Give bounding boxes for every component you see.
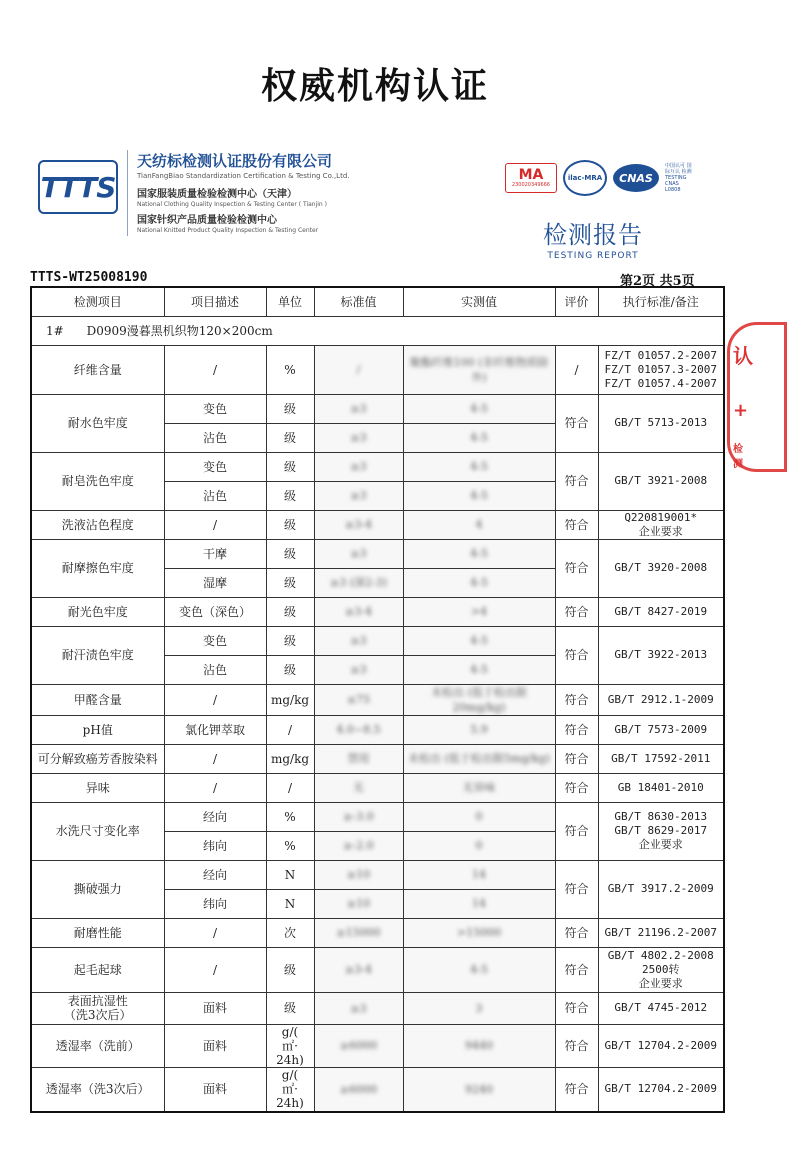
standard-value: ≥6000 bbox=[339, 1082, 378, 1096]
measured-cell bbox=[403, 860, 555, 889]
desc-cell: 面料 bbox=[164, 1067, 266, 1112]
std-val-cell bbox=[314, 539, 403, 568]
std-val-cell bbox=[314, 597, 403, 626]
standard-cell: GB/T 2912.1-2009 bbox=[598, 684, 724, 715]
standard-cell: GB/T 21196.2-2007 bbox=[598, 918, 724, 947]
measured-cell bbox=[403, 992, 555, 1024]
standard-value: ≥3-4 bbox=[345, 518, 372, 531]
cma-mark-icon: MA 230020349666 bbox=[505, 163, 557, 193]
desc-cell: 湿摩 bbox=[164, 568, 266, 597]
std-val-cell bbox=[314, 889, 403, 918]
stamp-char-3: 检测 bbox=[733, 444, 743, 470]
stamp-char-1: 认 bbox=[733, 344, 753, 368]
table-row bbox=[31, 744, 724, 773]
measured-cell bbox=[403, 394, 555, 423]
desc-cell: 面料 bbox=[164, 1024, 266, 1067]
desc-cell: 变色 bbox=[164, 394, 266, 423]
standard-value: 4.0~8.5 bbox=[336, 723, 381, 736]
table-row bbox=[31, 860, 724, 889]
standard-cell: GB/T 7573-2009 bbox=[598, 715, 724, 744]
std-val-cell bbox=[314, 715, 403, 744]
measured-cell bbox=[403, 947, 555, 992]
item-cell: 可分解致癌芳香胺染料 bbox=[31, 744, 164, 773]
measured-cell bbox=[403, 889, 555, 918]
measured-value: 4 bbox=[475, 518, 483, 531]
unit-cell: 级 bbox=[266, 481, 314, 510]
logo-text: TTTS bbox=[40, 170, 116, 204]
eval-cell: 符合 bbox=[555, 626, 598, 684]
standard-value: ≥3-4 bbox=[345, 963, 372, 976]
std-val-cell bbox=[314, 452, 403, 481]
eval-cell: 符合 bbox=[555, 918, 598, 947]
sample-description: D0909漫暮黑机织物120×200cm bbox=[86, 323, 273, 338]
std-val-cell bbox=[314, 1024, 403, 1067]
measured-value: 0 bbox=[475, 839, 483, 852]
org-name-cn: 天纺标检测认证股份有限公司 bbox=[137, 152, 333, 170]
unit-cell: 级 bbox=[266, 510, 314, 539]
measured-cell bbox=[403, 655, 555, 684]
eval-cell: 符合 bbox=[555, 394, 598, 452]
eval-cell: 符合 bbox=[555, 992, 598, 1024]
sample-row bbox=[31, 316, 724, 345]
standard-cell: GB/T 17592-2011 bbox=[598, 744, 724, 773]
table-row bbox=[31, 715, 724, 744]
unit-cell: 级 bbox=[266, 992, 314, 1024]
standard-value: ≥3 bbox=[350, 431, 367, 444]
desc-cell: 经向 bbox=[164, 860, 266, 889]
measured-cell bbox=[403, 481, 555, 510]
item-cell: 洗液沾色程度 bbox=[31, 510, 164, 539]
item-cell: 耐汗渍色牢度 bbox=[31, 626, 164, 684]
table-row bbox=[31, 539, 724, 568]
std-val-cell bbox=[314, 626, 403, 655]
test-results-table bbox=[30, 286, 725, 1113]
std-val-cell bbox=[314, 423, 403, 452]
unit-cell: % bbox=[266, 345, 314, 394]
unit-cell: g/( ㎡· 24h) bbox=[266, 1024, 314, 1067]
eval-cell: 符合 bbox=[555, 684, 598, 715]
std-val-cell bbox=[314, 684, 403, 715]
desc-cell: 沾色 bbox=[164, 423, 266, 452]
standard-cell: Q220819001* 企业要求 bbox=[598, 510, 724, 539]
table-row bbox=[31, 992, 724, 1024]
measured-value: 9240 bbox=[465, 1082, 493, 1096]
measured-value: 无异味 bbox=[462, 781, 496, 794]
unit-cell: 级 bbox=[266, 947, 314, 992]
header-cell: 检测项目 bbox=[31, 287, 164, 316]
desc-cell: 氯化钾萃取 bbox=[164, 715, 266, 744]
measured-value: 4-5 bbox=[470, 663, 488, 676]
desc-cell: / bbox=[164, 947, 266, 992]
measured-cell bbox=[403, 715, 555, 744]
table-row bbox=[31, 918, 724, 947]
std-val-cell bbox=[314, 802, 403, 831]
item-cell: 水洗尺寸变化率 bbox=[31, 802, 164, 860]
std-val-cell bbox=[314, 394, 403, 423]
measured-value: >15000 bbox=[456, 926, 502, 939]
ilac-mra-icon bbox=[563, 160, 607, 196]
eval-cell: 符合 bbox=[555, 744, 598, 773]
item-cell: pH值 bbox=[31, 715, 164, 744]
measured-cell bbox=[403, 1067, 555, 1112]
header-cell: 单位 bbox=[266, 287, 314, 316]
standard-cell: GB/T 3922-2013 bbox=[598, 626, 724, 684]
eval-cell: 符合 bbox=[555, 452, 598, 510]
item-cell: 透湿率（洗3次后） bbox=[31, 1067, 164, 1112]
standard-cell: GB/T 3921-2008 bbox=[598, 452, 724, 510]
table-header-row bbox=[31, 287, 724, 316]
cnas-mark-text: CNAS bbox=[619, 171, 653, 185]
standard-cell: GB/T 8630-2013 GB/T 8629-2017 企业要求 bbox=[598, 802, 724, 860]
eval-cell: / bbox=[555, 345, 598, 394]
std-val-cell bbox=[314, 860, 403, 889]
desc-cell: / bbox=[164, 773, 266, 802]
standard-value: / bbox=[356, 363, 361, 376]
desc-cell: 纬向 bbox=[164, 889, 266, 918]
unit-cell: g/( ㎡· 24h) bbox=[266, 1067, 314, 1112]
unit-cell: 级 bbox=[266, 568, 314, 597]
unit-cell: 级 bbox=[266, 539, 314, 568]
page-number: 第2页 共5页 bbox=[620, 274, 695, 289]
unit-cell: 次 bbox=[266, 918, 314, 947]
standard-cell: GB/T 4802.2-2008 2500转 企业要求 bbox=[598, 947, 724, 992]
standard-value: ≥3 bbox=[350, 1001, 367, 1015]
std-val-cell bbox=[314, 481, 403, 510]
sample-cell bbox=[31, 316, 724, 345]
std-val-cell bbox=[314, 992, 403, 1024]
table-row bbox=[31, 597, 724, 626]
item-cell: 耐皂洗色牢度 bbox=[31, 452, 164, 510]
measured-value: 未检出 (低于检出限20mg/kg) bbox=[431, 685, 527, 714]
item-cell: 起毛起球 bbox=[31, 947, 164, 992]
std-val-cell bbox=[314, 744, 403, 773]
standard-value: ≥3 bbox=[350, 402, 367, 415]
table-row bbox=[31, 345, 724, 394]
item-cell: 撕破强力 bbox=[31, 860, 164, 918]
standard-value: ≥15000 bbox=[336, 926, 381, 939]
eval-cell: 符合 bbox=[555, 510, 598, 539]
report-title-cn: 检测报告 bbox=[543, 221, 643, 249]
eval-cell: 符合 bbox=[555, 802, 598, 860]
measured-cell bbox=[403, 452, 555, 481]
unit-cell: 级 bbox=[266, 597, 314, 626]
unit-cell: N bbox=[266, 860, 314, 889]
report-number: TTTS-WT25008190 bbox=[30, 270, 148, 285]
certification-marks bbox=[505, 160, 693, 196]
header-cell: 执行标准/备注 bbox=[598, 287, 724, 316]
ttts-logo bbox=[38, 160, 118, 214]
item-cell: 耐磨性能 bbox=[31, 918, 164, 947]
desc-cell: 面料 bbox=[164, 992, 266, 1024]
standard-cell: GB/T 8427-2019 bbox=[598, 597, 724, 626]
standard-value: 无 bbox=[353, 781, 364, 794]
desc-cell: / bbox=[164, 744, 266, 773]
desc-cell: 沾色 bbox=[164, 481, 266, 510]
measured-cell bbox=[403, 423, 555, 452]
std-val-cell bbox=[314, 1067, 403, 1112]
center2-cn: 国家针织产品质量检验检测中心 bbox=[137, 215, 277, 226]
header-cell: 标准值 bbox=[314, 287, 403, 316]
measured-value: 未检出 (低于检出限5mg/kg) bbox=[408, 752, 550, 765]
desc-cell: 变色 bbox=[164, 626, 266, 655]
organization-block bbox=[137, 150, 350, 234]
unit-cell: mg/kg bbox=[266, 744, 314, 773]
unit-cell: N bbox=[266, 889, 314, 918]
unit-cell: % bbox=[266, 831, 314, 860]
measured-value: 4-5 bbox=[470, 402, 488, 415]
std-val-cell bbox=[314, 831, 403, 860]
table-row bbox=[31, 1067, 724, 1112]
report-title bbox=[533, 215, 653, 261]
eval-cell: 符合 bbox=[555, 715, 598, 744]
desc-cell: 纬向 bbox=[164, 831, 266, 860]
desc-cell: / bbox=[164, 684, 266, 715]
measured-cell bbox=[403, 802, 555, 831]
measured-cell bbox=[403, 684, 555, 715]
item-cell: 表面抗湿性 （洗3次后） bbox=[31, 992, 164, 1024]
unit-cell: / bbox=[266, 715, 314, 744]
standard-cell: GB/T 3917.2-2009 bbox=[598, 860, 724, 918]
header-cell: 项目描述 bbox=[164, 287, 266, 316]
standard-cell: GB 18401-2010 bbox=[598, 773, 724, 802]
measured-value: 4-5 bbox=[470, 576, 488, 589]
unit-cell: 级 bbox=[266, 626, 314, 655]
org-name-en: TianFangBiao Standardization Certification & Testing Co.,Ltd. bbox=[137, 172, 350, 180]
desc-cell: 经向 bbox=[164, 802, 266, 831]
measured-cell bbox=[403, 1024, 555, 1067]
std-val-cell bbox=[314, 655, 403, 684]
eval-cell: 符合 bbox=[555, 773, 598, 802]
standard-value: ≥3 bbox=[350, 460, 367, 473]
std-val-cell bbox=[314, 568, 403, 597]
standard-cell: GB/T 12704.2-2009 bbox=[598, 1024, 724, 1067]
measured-value: 4-5 bbox=[470, 431, 488, 444]
std-val-cell bbox=[314, 510, 403, 539]
unit-cell: 级 bbox=[266, 394, 314, 423]
desc-cell: 干摩 bbox=[164, 539, 266, 568]
item-cell: 甲醛含量 bbox=[31, 684, 164, 715]
measured-cell bbox=[403, 597, 555, 626]
table-row bbox=[31, 510, 724, 539]
unit-cell: 级 bbox=[266, 452, 314, 481]
standard-value: ≥3 bbox=[350, 663, 367, 676]
unit-cell: mg/kg bbox=[266, 684, 314, 715]
standard-value: ≤75 bbox=[346, 693, 371, 706]
measured-value: 聚酯纤维100 (非纤维物质除外) bbox=[409, 355, 549, 384]
item-cell: 透湿率（洗前） bbox=[31, 1024, 164, 1067]
std-val-cell bbox=[314, 947, 403, 992]
standard-cell: GB/T 3920-2008 bbox=[598, 539, 724, 597]
item-cell: 耐水色牢度 bbox=[31, 394, 164, 452]
desc-cell: 沾色 bbox=[164, 655, 266, 684]
cnas-mark-icon bbox=[613, 164, 659, 192]
unit-cell: / bbox=[266, 773, 314, 802]
cnas-mark-subtext: 中国认可 国际互认 检测 TESTING CNAS L0808 bbox=[665, 163, 692, 193]
measured-cell bbox=[403, 918, 555, 947]
eval-cell: 符合 bbox=[555, 1067, 598, 1112]
measured-value: 0 bbox=[475, 810, 483, 823]
standard-cell: GB/T 4745-2012 bbox=[598, 992, 724, 1024]
standard-cell: GB/T 12704.2-2009 bbox=[598, 1067, 724, 1112]
table-row bbox=[31, 1024, 724, 1067]
table-row bbox=[31, 626, 724, 655]
desc-cell: / bbox=[164, 510, 266, 539]
measured-cell bbox=[403, 345, 555, 394]
logo-divider bbox=[127, 150, 128, 236]
table-row bbox=[31, 802, 724, 831]
std-val-cell bbox=[314, 773, 403, 802]
std-val-cell bbox=[314, 345, 403, 394]
standard-value: ≥-3.0 bbox=[343, 810, 374, 823]
standard-value: ≥10 bbox=[346, 868, 371, 881]
measured-value: 14 bbox=[472, 897, 486, 910]
measured-value: >4 bbox=[470, 605, 488, 618]
measured-cell bbox=[403, 539, 555, 568]
unit-cell: 级 bbox=[266, 655, 314, 684]
page-heading: 权威机构认证 bbox=[260, 66, 489, 107]
measured-value: 4-5 bbox=[470, 547, 488, 560]
measured-cell bbox=[403, 831, 555, 860]
eval-cell: 符合 bbox=[555, 947, 598, 992]
standard-cell: GB/T 5713-2013 bbox=[598, 394, 724, 452]
item-cell: 纤维含量 bbox=[31, 345, 164, 394]
report-title-en: TESTING REPORT bbox=[547, 251, 639, 261]
eval-cell: 符合 bbox=[555, 1024, 598, 1067]
measured-cell bbox=[403, 510, 555, 539]
eval-cell: 符合 bbox=[555, 539, 598, 597]
measured-value: 5.9 bbox=[470, 723, 488, 736]
measured-cell bbox=[403, 626, 555, 655]
standard-value: ≥3 bbox=[350, 634, 367, 647]
desc-cell: 变色（深色） bbox=[164, 597, 266, 626]
item-cell: 异味 bbox=[31, 773, 164, 802]
cma-mark-text: MA bbox=[518, 167, 544, 183]
unit-cell: 级 bbox=[266, 423, 314, 452]
table-row bbox=[31, 773, 724, 802]
standard-value: 禁用 bbox=[347, 752, 370, 765]
standard-cell: FZ/T 01057.2-2007 FZ/T 01057.3-2007 FZ/T 01057.4-2007 bbox=[598, 345, 724, 394]
item-cell: 耐摩擦色牢度 bbox=[31, 539, 164, 597]
header-cell: 实测值 bbox=[403, 287, 555, 316]
center1-cn: 国家服装质量检验检测中心（天津） bbox=[137, 189, 297, 200]
unit-cell: % bbox=[266, 802, 314, 831]
std-val-cell bbox=[314, 918, 403, 947]
measured-cell bbox=[403, 744, 555, 773]
measured-cell bbox=[403, 773, 555, 802]
measured-value: 9440 bbox=[465, 1039, 493, 1052]
measured-cell bbox=[403, 568, 555, 597]
standard-value: ≥3 (深2-3) bbox=[329, 576, 387, 589]
measured-value: 4-5 bbox=[470, 963, 488, 976]
table-row bbox=[31, 394, 724, 423]
standard-value: ≥3 bbox=[350, 489, 367, 502]
ilac-mark-text: ilac-MRA bbox=[567, 174, 603, 182]
stamp-char-2: + bbox=[733, 400, 749, 421]
center1-en: National Clothing Quality Inspection & Testing Center ( Tianjin ) bbox=[137, 201, 327, 208]
eval-cell: 符合 bbox=[555, 597, 598, 626]
measured-value: 4-5 bbox=[470, 634, 488, 647]
measured-value: 4-5 bbox=[470, 489, 488, 502]
center2-en: National Knitted Product Quality Inspection & Testing Center bbox=[137, 227, 319, 234]
desc-cell: / bbox=[164, 918, 266, 947]
standard-value: ≥10 bbox=[346, 897, 371, 910]
standard-value: ≥6000 bbox=[339, 1039, 378, 1052]
desc-cell: / bbox=[164, 345, 266, 394]
eval-cell: 符合 bbox=[555, 860, 598, 918]
header-cell: 评价 bbox=[555, 287, 598, 316]
measured-value: 3 bbox=[475, 1001, 483, 1015]
standard-value: ≥3-4 bbox=[345, 605, 372, 618]
desc-cell: 变色 bbox=[164, 452, 266, 481]
measured-value: 14 bbox=[472, 868, 486, 881]
standard-value: ≥3 bbox=[350, 547, 367, 560]
table-row bbox=[31, 684, 724, 715]
item-cell: 耐光色牢度 bbox=[31, 597, 164, 626]
sample-number: 1# bbox=[46, 323, 64, 338]
table-row bbox=[31, 452, 724, 481]
standard-value: ≥-2.0 bbox=[343, 839, 374, 852]
measured-value: 4-5 bbox=[470, 460, 488, 473]
table-row bbox=[31, 947, 724, 992]
